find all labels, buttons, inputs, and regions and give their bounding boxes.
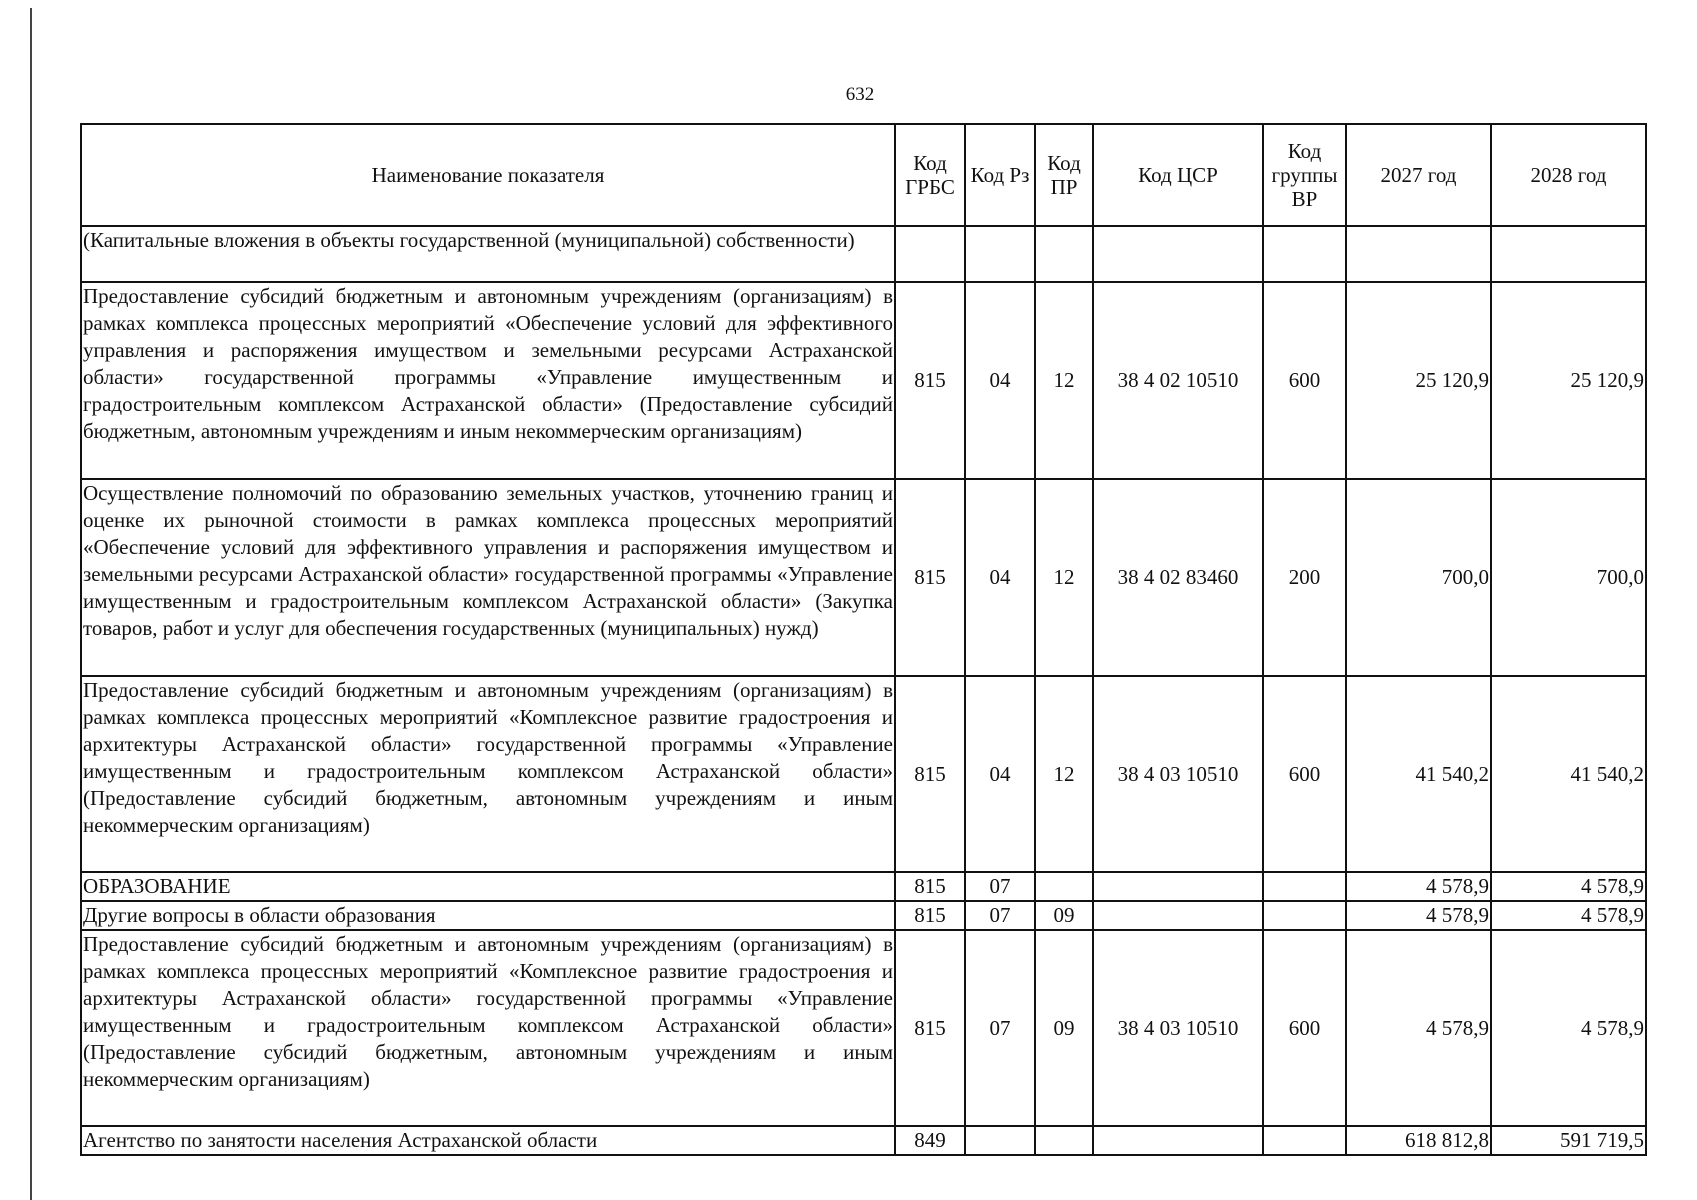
- cell-pr: 12: [1035, 479, 1093, 676]
- cell-pr: [1035, 226, 1093, 282]
- page-number: 632: [845, 84, 875, 105]
- cell-name: ОБРАЗОВАНИЕ: [81, 872, 895, 901]
- cell-csr: [1093, 901, 1263, 930]
- cell-grbs: 815: [895, 930, 965, 1126]
- cell-csr: [1093, 1126, 1263, 1155]
- cell-csr: [1093, 226, 1263, 282]
- table-header-row: [81, 124, 1646, 226]
- table-row: [81, 282, 1646, 479]
- table-row: [81, 1126, 1646, 1155]
- cell-name: Другие вопросы в области образования: [81, 901, 895, 930]
- cell-2028: 700,0: [1491, 479, 1646, 676]
- header-rz: Код Рз: [965, 124, 1035, 226]
- cell-rz: 07: [965, 901, 1035, 930]
- cell-name: Предоставление субсидий бюджетным и автономным учреждениям (организациям) в рамках комплекса процессных мероприятий «Комплексное развитие градостроения и архитектуры Астраханской области» государственной программы «Управление имущественным и градостроительным комплексом Астраханской области» (Предоставление субсидий бюджетным, автономным учреждениям и иным некоммерческим организациям): [81, 676, 895, 872]
- header-grbs: Код ГРБС: [895, 124, 965, 226]
- table-row: [81, 872, 1646, 901]
- cell-rz: [965, 1126, 1035, 1155]
- cell-pr: 09: [1035, 901, 1093, 930]
- table-row: [81, 901, 1646, 930]
- cell-name: Предоставление субсидий бюджетным и автономным учреждениям (организациям) в рамках комплекса процессных мероприятий «Комплексное развитие градостроения и архитектуры Астраханской области» государственной программы «Управление имущественным и градостроительным комплексом Астраханской области» (Предоставление субсидий бюджетным, автономным учреждениям и иным некоммерческим организациям): [81, 930, 895, 1126]
- cell-name: Агентство по занятости населения Астраханской области: [81, 1126, 895, 1155]
- cell-2027: 41 540,2: [1346, 676, 1491, 872]
- cell-pr: 12: [1035, 676, 1093, 872]
- cell-csr: [1093, 872, 1263, 901]
- cell-2028: [1491, 226, 1646, 282]
- header-name: Наименование показателя: [81, 124, 895, 226]
- cell-vr: 600: [1263, 282, 1346, 479]
- cell-2027: [1346, 226, 1491, 282]
- cell-rz: 04: [965, 479, 1035, 676]
- cell-grbs: 815: [895, 479, 965, 676]
- cell-rz: 04: [965, 282, 1035, 479]
- cell-pr: 12: [1035, 282, 1093, 479]
- cell-2027: 4 578,9: [1346, 872, 1491, 901]
- cell-rz: 04: [965, 676, 1035, 872]
- cell-csr: 38 4 02 10510: [1093, 282, 1263, 479]
- cell-vr: [1263, 226, 1346, 282]
- header-csr: Код ЦСР: [1093, 124, 1263, 226]
- cell-grbs: [895, 226, 965, 282]
- cell-grbs: 815: [895, 282, 965, 479]
- cell-name: Осуществление полномочий по образованию земельных участков, уточнению границ и оценке их рыночной стоимости в рамках комплекса процессных мероприятий «Обеспечение условий для эффективного управления и распоряжения имуществом и земельными ресурсами Астраханской области» государственной программы «Управление имущественным и градостроительным комплексом Астраханской области» (Закупка товаров, работ и услуг для обеспечения государственных (муниципальных) нужд): [81, 479, 895, 676]
- table-row: [81, 226, 1646, 282]
- scan-edge-line: [30, 8, 32, 1200]
- cell-2028: 25 120,9: [1491, 282, 1646, 479]
- table-row: [81, 930, 1646, 1126]
- cell-csr: 38 4 03 10510: [1093, 676, 1263, 872]
- cell-vr: 600: [1263, 676, 1346, 872]
- cell-2028: 591 719,5: [1491, 1126, 1646, 1155]
- cell-grbs: 815: [895, 872, 965, 901]
- cell-csr: 38 4 02 83460: [1093, 479, 1263, 676]
- cell-rz: [965, 226, 1035, 282]
- cell-pr: [1035, 1126, 1093, 1155]
- cell-pr: 09: [1035, 930, 1093, 1126]
- header-pr: Код ПР: [1035, 124, 1093, 226]
- cell-2028: 4 578,9: [1491, 872, 1646, 901]
- cell-name: (Капитальные вложения в объекты государственной (муниципальной) собственности): [81, 226, 895, 282]
- cell-vr: [1263, 1126, 1346, 1155]
- cell-2027: 4 578,9: [1346, 901, 1491, 930]
- cell-2028: 4 578,9: [1491, 901, 1646, 930]
- cell-2027: 618 812,8: [1346, 1126, 1491, 1155]
- cell-csr: 38 4 03 10510: [1093, 930, 1263, 1126]
- cell-grbs: 815: [895, 901, 965, 930]
- cell-grbs: 849: [895, 1126, 965, 1155]
- cell-rz: 07: [965, 930, 1035, 1126]
- cell-pr: [1035, 872, 1093, 901]
- cell-vr: [1263, 872, 1346, 901]
- cell-2028: 4 578,9: [1491, 930, 1646, 1126]
- cell-2027: 25 120,9: [1346, 282, 1491, 479]
- cell-vr: [1263, 901, 1346, 930]
- cell-2028: 41 540,2: [1491, 676, 1646, 872]
- cell-vr: 200: [1263, 479, 1346, 676]
- table-row: [81, 676, 1646, 872]
- header-year-2027: 2027 год: [1346, 124, 1491, 226]
- header-vr: Код группы ВР: [1263, 124, 1346, 226]
- cell-2027: 4 578,9: [1346, 930, 1491, 1126]
- cell-name: Предоставление субсидий бюджетным и автономным учреждениям (организациям) в рамках комплекса процессных мероприятий «Обеспечение условий для эффективного управления и распоряжения имуществом и земельными ресурсами Астраханской области» государственной программы «Управление имущественным и градостроительным комплексом Астраханской области» (Предоставление субсидий бюджетным, автономным учреждениям и иным некоммерческим организациям): [81, 282, 895, 479]
- table-row: [81, 479, 1646, 676]
- cell-grbs: 815: [895, 676, 965, 872]
- cell-rz: 07: [965, 872, 1035, 901]
- cell-vr: 600: [1263, 930, 1346, 1126]
- budget-table: [80, 123, 1647, 1156]
- cell-2027: 700,0: [1346, 479, 1491, 676]
- header-year-2028: 2028 год: [1491, 124, 1646, 226]
